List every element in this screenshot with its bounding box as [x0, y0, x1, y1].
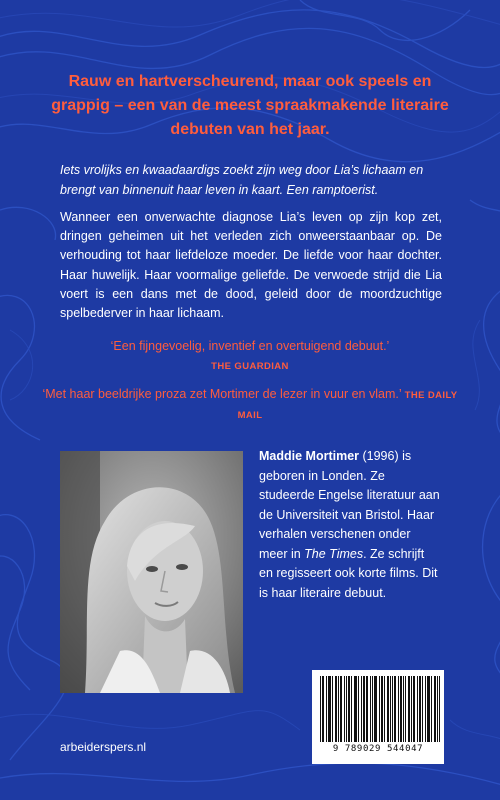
intro-text: Iets vrolijks en kwaadaardigs zoekt zijn weg door Lia’s lichaam en brengt van binnenuit haar leven in kaart. Een ramptoerist.	[60, 163, 424, 197]
isbn-number: 9 789029 544047	[332, 744, 424, 754]
author-name: Maddie Mortimer	[259, 449, 360, 463]
quote-text: ‘Een fijngevoelig, inventief en overtuigend debuut.’	[110, 339, 390, 353]
publisher-url: arbeiderspers.nl	[60, 740, 147, 754]
quote-source: THE GUARDIAN	[211, 361, 289, 372]
author-bio	[259, 447, 441, 603]
quote-source: THE DAILY MAIL	[237, 390, 458, 421]
bio-publication: The Times	[304, 546, 364, 561]
bio-text: . Ze schrijft en regisseert ook korte films. Dit is haar literaire debuut.	[259, 546, 438, 600]
barcode	[312, 670, 444, 764]
review-quote	[40, 385, 460, 425]
author-photo	[60, 451, 243, 693]
tagline: Rauw en hartverscheurend, maar ook speels en grappig – een van de meest spraakmakende literaire debuten van het jaar.	[51, 73, 449, 138]
quote-text: ‘Met haar beeldrijke proza zet Mortimer de lezer in vuur en vlam.’	[42, 387, 402, 401]
bio-text: (1996) is geboren in Londen. Ze studeerde Engelse literatuur aan de Universiteit van Bristol. Haar verhalen verschenen onder meer in	[259, 449, 440, 561]
review-quote	[40, 337, 460, 376]
synopsis-text: Wanneer een onverwachte diagnose Lia’s leven op zijn kop zet, dringen geheimen uit het verleden zich onweerstaanbaar op. De verhouding tot haar liefdeloze moeder. De liefde voor haar dochter. Haar huwelijk. Haar voormalige geliefde. De verwoede strijd die Lia voert is een dans met de dood, geleid door de moordzuchtige spelbederver in haar lichaam.	[60, 210, 442, 321]
